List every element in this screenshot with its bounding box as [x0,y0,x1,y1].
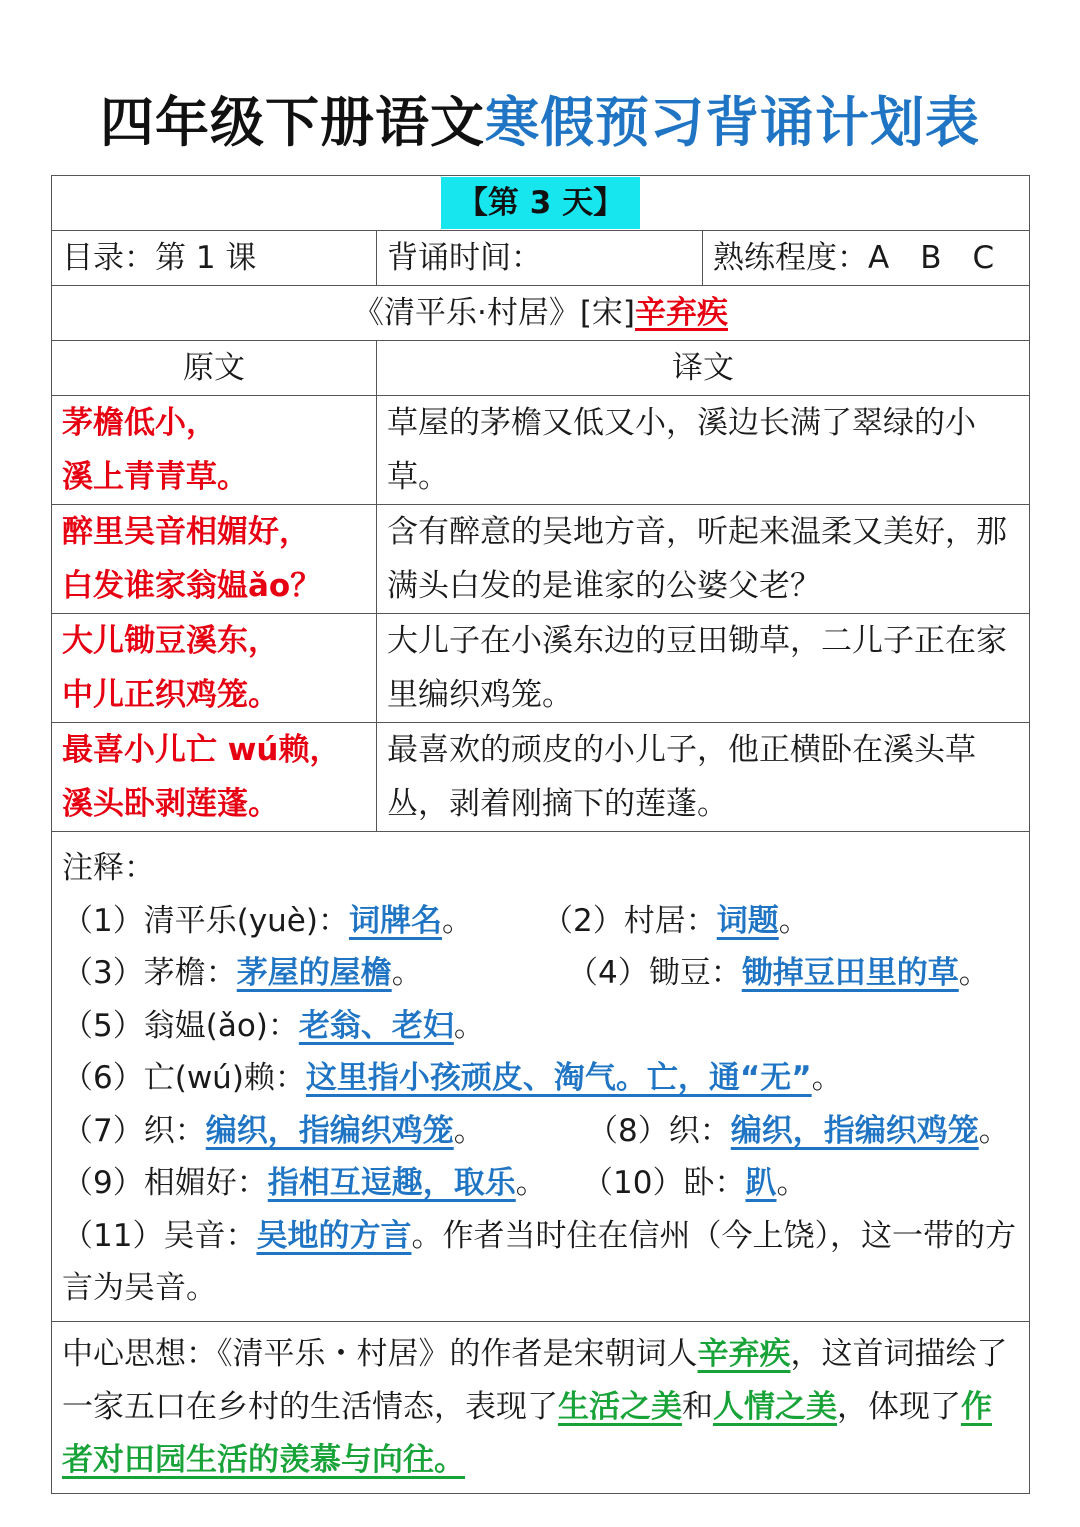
proficiency-cell: 熟练程度：A B C [703,231,1030,286]
translation-cell: 最喜欢的顽皮的小儿子，他正横卧在溪头草丛，剥着刚摘下的莲蓬。 [377,723,1030,832]
poem-line-row [52,723,1030,832]
title-part-plan: 寒假预习背诵计划表 [485,91,980,154]
original-cell: 大儿锄豆溪东， 中儿正织鸡笼。 [52,614,377,723]
poem-author: 辛弃疾 [635,295,729,331]
note-line: （6）亡(wú)赖：这里指小孩顽皮、淘气。亡，通“无”。 [62,1060,843,1096]
note-line: （1）清平乐(yuè)：词牌名。 （2）村居：词题。 [62,902,810,939]
notes-row [52,832,1030,1322]
original-cell: 茅檐低小， 溪上青青草。 [52,396,377,505]
central-idea-row [52,1321,1030,1493]
notes-label: 注释： [62,850,155,886]
translation-cell: 草屋的茅檐又低又小，溪边长满了翠绿的小草。 [377,396,1030,505]
central-idea: 中心思想：《清平乐・村居》的作者是宋朝词人辛弃疾，这首词描绘了一家五口在乡村的生活情态，表现了生活之美和人情之美，体现了作者对田园生活的羡慕与向往。 [52,1321,1030,1493]
poem-title: 《清平乐·村居》[宋] [352,295,636,331]
poem-title-row [52,286,1030,341]
plan-table [51,175,1030,1494]
page-title [0,86,1080,160]
poem-line-row [52,505,1030,614]
note-line: （3）茅檐：茅屋的屋檐。 （4）锄豆：锄掉豆田里的草。 [62,955,990,991]
header-original: 原文 [52,341,377,396]
translation-cell: 大儿子在小溪东边的豆田锄草，二儿子正在家里编织鸡笼。 [377,614,1030,723]
poem-line-row [52,396,1030,505]
poem-line-row [52,614,1030,723]
day-row [52,176,1030,231]
title-part-grade: 四年级下册语文 [100,91,485,154]
recite-time-cell: 背诵时间： [377,231,703,286]
note-line: （5）翁媪(ǎo)：老翁、老妇。 [62,1007,485,1044]
day-badge: 【第 3 天】 [441,177,640,229]
note-line: （9）相媚好：指相互逗趣，取乐。 （10）卧：趴。 [62,1165,808,1201]
note-line: （11）吴音：吴地的方言。作者当时住在信州（今上饶），这一带的方言为吴音。 [62,1217,1016,1306]
header-translation: 译文 [377,341,1030,396]
original-cell: 最喜小儿亡 wú赖， 溪头卧剥莲蓬。 [52,723,377,832]
original-cell: 醉里吴音相媚好， 白发谁家翁媪ǎo？ [52,505,377,614]
info-row [52,231,1030,286]
note-line: （7）织：编织，指编织鸡笼。 （8）织：编织，指编织鸡笼。 [62,1112,1010,1149]
catalog-cell: 目录：第 1 课 [52,231,377,286]
column-header-row [52,341,1030,396]
translation-cell: 含有醉意的吴地方音，听起来温柔又美好，那满头白发的是谁家的公婆父老？ [377,505,1030,614]
